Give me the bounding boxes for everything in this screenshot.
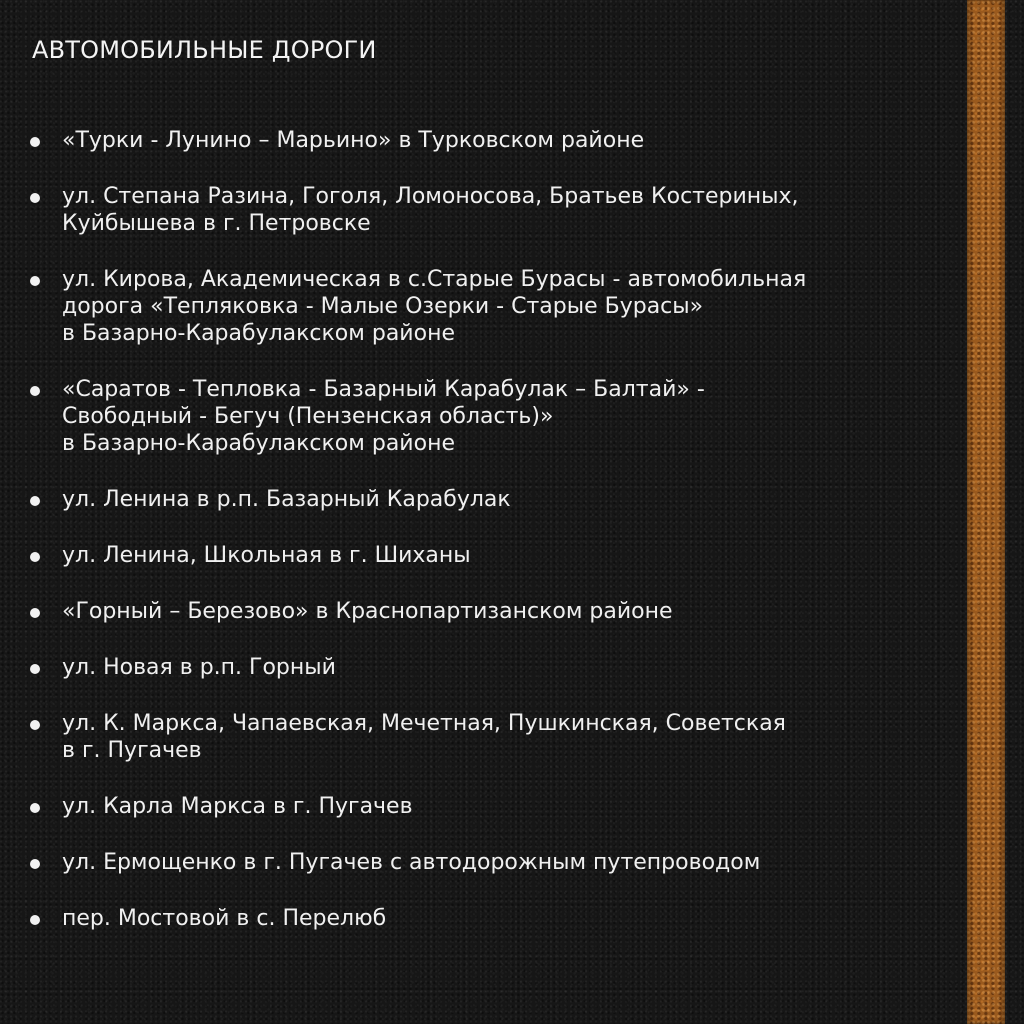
bullet-icon: [30, 608, 40, 618]
road-list: [28, 127, 963, 932]
list-item: [28, 849, 963, 876]
list-item: [28, 183, 963, 237]
road-text: ул. Ермощенко в г. Пугачев с автодорожным путепроводом: [62, 850, 761, 875]
list-item: [28, 710, 963, 764]
list-item: [28, 598, 963, 625]
bullet-icon: [30, 496, 40, 506]
bullet-icon: [30, 137, 40, 147]
list-item: [28, 376, 963, 457]
page-title: АВТОМОБИЛЬНЫЕ ДОРОГИ: [32, 36, 377, 64]
road-text: ул. Ленина в р.п. Базарный Карабулак: [62, 487, 511, 512]
road-text: пер. Мостовой в с. Перелюб: [62, 906, 387, 931]
road-text: «Турки - Лунино – Марьино» в Турковском районе: [62, 128, 645, 153]
list-item: [28, 127, 963, 154]
bullet-icon: [30, 552, 40, 562]
bullet-icon: [30, 915, 40, 925]
road-text: ул. К. Маркса, Чапаевская, Мечетная, Пушкинская, Советская в г. Пугачев: [62, 711, 786, 763]
road-text: ул. Новая в р.п. Горный: [62, 655, 336, 680]
list-item: [28, 905, 963, 932]
road-text: «Саратов - Тепловка - Базарный Карабулак – Балтай» - Свободный - Бегуч (Пензенская область)» в Базарно-Карабулакском районе: [62, 377, 705, 456]
list-item: [28, 486, 963, 513]
road-text: ул. Карла Маркса в г. Пугачев: [62, 794, 413, 819]
road-text: ул. Кирова, Академическая в с.Старые Бурасы - автомобильная дорога «Тепляковка - Малые Озерки - Старые Бурасы» в Базарно-Карабулакском районе: [62, 267, 807, 346]
road-marking-stripe: [967, 0, 1005, 1024]
road-text: «Горный – Березово» в Краснопартизанском районе: [62, 599, 673, 624]
bullet-icon: [30, 276, 40, 286]
bullet-icon: [30, 859, 40, 869]
road-text: ул. Ленина, Школьная в г. Шиханы: [62, 543, 471, 568]
list-item: [28, 542, 963, 569]
bullet-icon: [30, 193, 40, 203]
list-item: [28, 654, 963, 681]
bullet-icon: [30, 664, 40, 674]
bullet-icon: [30, 803, 40, 813]
list-item: [28, 266, 963, 347]
bullet-icon: [30, 386, 40, 396]
bullet-icon: [30, 720, 40, 730]
road-text: ул. Степана Разина, Гоголя, Ломоносова, Братьев Костериных, Куйбышева в г. Петровске: [62, 184, 799, 236]
list-item: [28, 793, 963, 820]
